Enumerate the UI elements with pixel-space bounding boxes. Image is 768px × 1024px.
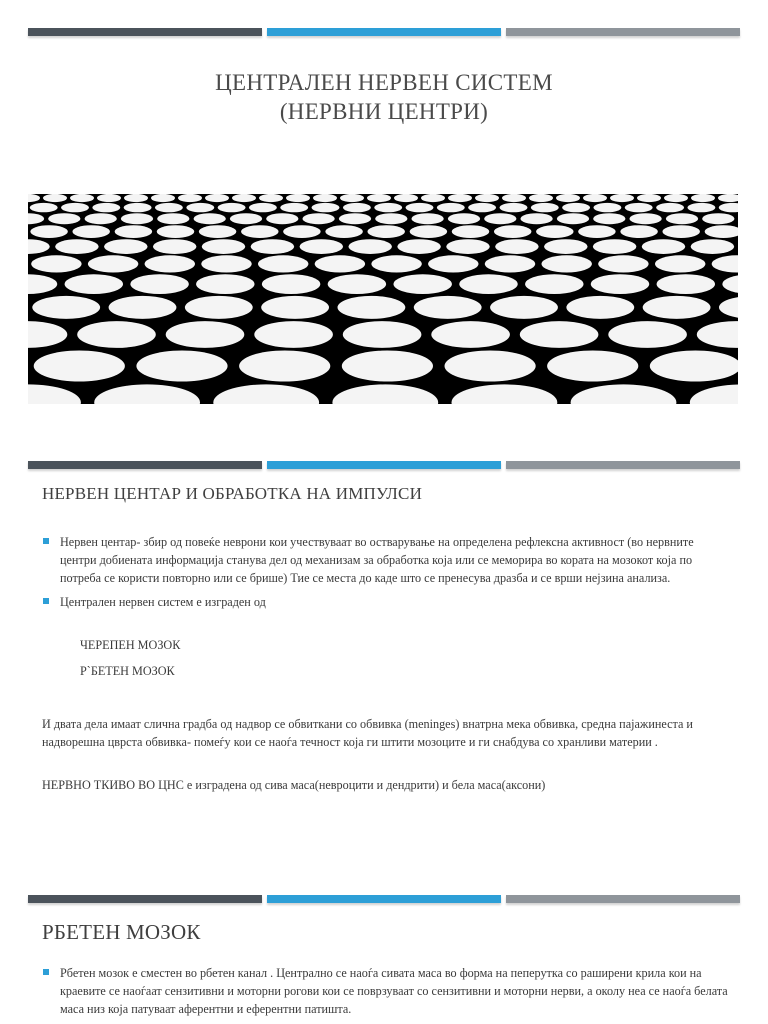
disc xyxy=(406,203,434,212)
slide1-header-bars xyxy=(28,28,740,36)
disc xyxy=(32,296,100,319)
bar-dark xyxy=(28,461,262,469)
disc xyxy=(55,239,98,254)
disc xyxy=(85,213,117,224)
disc xyxy=(367,194,391,202)
disc xyxy=(394,274,452,294)
disc xyxy=(315,255,365,272)
disc xyxy=(536,225,573,238)
disc xyxy=(544,239,587,254)
disc xyxy=(578,225,615,238)
disc xyxy=(77,321,156,348)
disc xyxy=(213,384,319,404)
disc xyxy=(718,194,738,202)
disc xyxy=(598,255,648,272)
disc xyxy=(531,203,559,212)
disc xyxy=(194,213,226,224)
disc xyxy=(591,274,649,294)
disc xyxy=(115,225,152,238)
disc xyxy=(593,239,636,254)
disc xyxy=(343,203,371,212)
slide3-header-bars xyxy=(28,895,740,903)
disc xyxy=(428,255,478,272)
slide3-heading: РБЕТЕН МОЗОК xyxy=(42,920,201,944)
disc xyxy=(130,274,188,294)
disc xyxy=(205,194,229,202)
disc xyxy=(166,321,245,348)
disc xyxy=(655,255,705,272)
disc xyxy=(349,239,392,254)
slide2-bullet-list xyxy=(42,533,732,611)
disc xyxy=(97,194,121,202)
disc xyxy=(343,321,422,348)
disc xyxy=(643,296,711,319)
disc xyxy=(230,213,262,224)
disc xyxy=(690,384,738,404)
sub-item-spinal-cord: Р`БЕТЕН МОЗОК xyxy=(80,664,175,678)
list-item: Рбетен мозок е сместен во рбетен канал . Централно се наоѓа сивата маса во форма на пеперутка со раширени крила кои на краевите се наоѓаат сензитивни и моторни рогови кои се поврзуваат со сензитивни и моторни нерви, а околу неа се наоѓа белата маса низ која патуваат аферентни и еферентни патишта. xyxy=(42,964,732,1018)
disc xyxy=(688,203,716,212)
disc xyxy=(502,194,526,202)
disc xyxy=(48,213,80,224)
disc xyxy=(266,213,298,224)
disc xyxy=(201,255,251,272)
disc xyxy=(650,351,738,382)
disc xyxy=(342,351,433,382)
disc xyxy=(468,203,496,212)
disc xyxy=(562,203,590,212)
disc xyxy=(241,225,278,238)
disc xyxy=(239,351,330,382)
disc xyxy=(719,296,738,319)
disc xyxy=(312,203,340,212)
disc xyxy=(666,213,698,224)
disc xyxy=(557,213,589,224)
disc xyxy=(663,225,700,238)
bar-dark xyxy=(28,895,262,903)
bar-light xyxy=(506,28,740,36)
disc xyxy=(397,239,440,254)
disc xyxy=(121,213,153,224)
sub-item-cranial-brain: ЧЕРЕПЕН МОЗОК xyxy=(80,638,181,652)
bar-accent xyxy=(267,28,501,36)
disc xyxy=(303,213,335,224)
disc xyxy=(702,213,734,224)
disc xyxy=(712,255,738,272)
disc xyxy=(300,239,343,254)
disc xyxy=(28,321,67,348)
disc xyxy=(414,296,482,319)
bullet-square-icon xyxy=(43,598,49,604)
disc xyxy=(421,194,445,202)
disc xyxy=(65,274,123,294)
disc xyxy=(286,194,310,202)
disc xyxy=(109,296,177,319)
disc xyxy=(705,225,738,238)
disc xyxy=(525,274,583,294)
slide1-title xyxy=(0,68,768,126)
slide2-header-bars xyxy=(28,461,740,469)
disc xyxy=(657,274,715,294)
disc xyxy=(719,203,738,212)
disc xyxy=(155,203,183,212)
disc xyxy=(153,239,196,254)
nerve-tissue-paragraph: НЕРВНО ТКИВО ВО ЦНС е изградена од сива маса(невроцити и дендрити) и бела маса(аксони) xyxy=(42,778,546,792)
bullet-square-icon xyxy=(43,969,49,975)
disc xyxy=(328,274,386,294)
disc xyxy=(186,203,214,212)
disc xyxy=(520,321,599,348)
disc xyxy=(218,203,246,212)
disc xyxy=(34,351,125,382)
list-item: Нервен центар- збир од повеќе неврони кои учествуваат во остварување на определена рефлексна активност (во нервните центри добиената информација станува дел од механизам за обработка која или се меморира во кората на мозокот која по потреба се користи повторно или се брише) Тие се места до каде што се пренесува дразба и се врши нејзина анализа. xyxy=(42,533,732,587)
disc xyxy=(73,225,110,238)
disc xyxy=(325,225,362,238)
disc xyxy=(313,194,337,202)
disc xyxy=(157,213,189,224)
disc xyxy=(338,296,406,319)
disc xyxy=(542,255,592,272)
bar-light xyxy=(506,461,740,469)
disc xyxy=(608,321,687,348)
disc xyxy=(259,194,283,202)
disc xyxy=(394,194,418,202)
bar-accent xyxy=(267,895,501,903)
bar-dark xyxy=(28,28,262,36)
disc xyxy=(249,203,277,212)
disc xyxy=(30,203,58,212)
disc xyxy=(495,239,538,254)
disc xyxy=(28,384,81,404)
disc xyxy=(104,239,147,254)
disc xyxy=(261,296,329,319)
disc xyxy=(475,194,499,202)
meninges-paragraph: И двата дела имаат слична градба од надвор се обвиткани со обвивка (meninges) внатрна мека обвивка, средна пајажинеста и надворешна цврста обвивка- помеѓу кои се наоѓа течност која ги штити мозоците и ги снабдува со хранливи материи . xyxy=(42,717,693,749)
disc xyxy=(374,203,402,212)
disc xyxy=(410,225,447,238)
disc xyxy=(691,239,734,254)
slide1-title-line2: (НЕРВНИ ЦЕНТРИ) xyxy=(279,99,489,124)
disc xyxy=(691,194,715,202)
bar-accent xyxy=(267,461,501,469)
disc xyxy=(136,351,227,382)
disc xyxy=(722,274,738,294)
disc xyxy=(251,239,294,254)
disc xyxy=(196,274,254,294)
slide2-heading: НЕРВЕН ЦЕНТАР И ОБРАБОТКА НА ИМПУЛСИ xyxy=(42,484,423,503)
disc xyxy=(178,194,202,202)
disc xyxy=(625,203,653,212)
hero-image xyxy=(28,194,738,404)
disc xyxy=(583,194,607,202)
disc xyxy=(547,351,638,382)
disc xyxy=(656,203,684,212)
disc xyxy=(697,321,738,348)
disc xyxy=(500,203,528,212)
disc xyxy=(431,321,510,348)
disc xyxy=(664,194,688,202)
disc xyxy=(30,225,67,238)
disc xyxy=(368,225,405,238)
disc xyxy=(232,194,256,202)
disc xyxy=(28,274,57,294)
disc xyxy=(145,255,195,272)
slide3-bullet-list xyxy=(42,964,732,1018)
disc xyxy=(529,194,553,202)
disc xyxy=(258,255,308,272)
disc xyxy=(437,203,465,212)
disc xyxy=(448,213,480,224)
disc xyxy=(283,225,320,238)
disc xyxy=(448,194,472,202)
disc xyxy=(610,194,634,202)
disc xyxy=(642,239,685,254)
disc xyxy=(371,255,421,272)
disc xyxy=(157,225,194,238)
disc xyxy=(28,194,40,202)
disc xyxy=(412,213,444,224)
disc xyxy=(88,255,138,272)
disc xyxy=(185,296,253,319)
disc xyxy=(637,194,661,202)
disc xyxy=(452,225,489,238)
disc xyxy=(332,384,438,404)
disc xyxy=(92,203,120,212)
disc xyxy=(630,213,662,224)
disc xyxy=(199,225,236,238)
disc xyxy=(339,213,371,224)
disc xyxy=(94,384,200,404)
disc xyxy=(452,384,558,404)
disc xyxy=(375,213,407,224)
bar-light xyxy=(506,895,740,903)
list-item: Централен нервен систем е изграден од xyxy=(42,593,732,611)
disc xyxy=(485,255,535,272)
disc xyxy=(28,213,44,224)
disc xyxy=(620,225,657,238)
disc xyxy=(494,225,531,238)
disc xyxy=(31,255,81,272)
disc xyxy=(43,194,67,202)
disc xyxy=(566,296,634,319)
disc xyxy=(61,203,89,212)
disc xyxy=(124,194,148,202)
slide1-title-line1: ЦЕНТРАЛЕН НЕРВЕН СИСТЕМ xyxy=(215,70,553,95)
disc xyxy=(151,194,175,202)
disc xyxy=(521,213,553,224)
disc xyxy=(594,203,622,212)
disc xyxy=(571,384,677,404)
disc xyxy=(28,239,50,254)
disc xyxy=(490,296,558,319)
disc xyxy=(446,239,489,254)
disc xyxy=(280,203,308,212)
disc xyxy=(445,351,536,382)
disc xyxy=(593,213,625,224)
disc xyxy=(262,274,320,294)
disc xyxy=(459,274,517,294)
disc xyxy=(202,239,245,254)
disc xyxy=(556,194,580,202)
disc xyxy=(254,321,333,348)
white-discs-pattern-image xyxy=(28,194,738,404)
disc xyxy=(124,203,152,212)
disc xyxy=(340,194,364,202)
bullet-square-icon xyxy=(43,538,49,544)
disc xyxy=(70,194,94,202)
disc xyxy=(484,213,516,224)
